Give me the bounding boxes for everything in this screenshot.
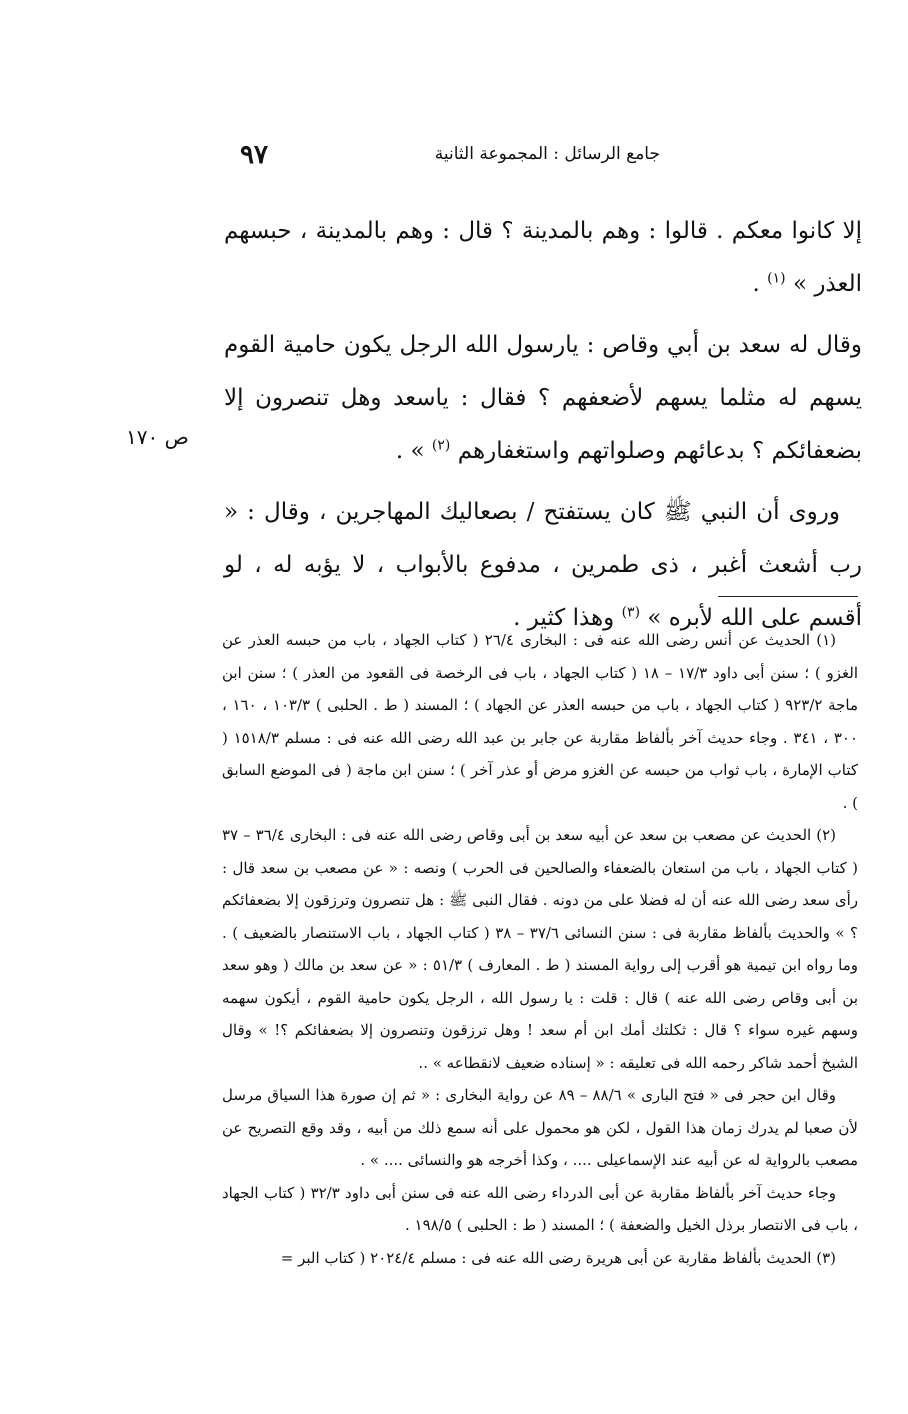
footnote-divider — [718, 596, 858, 597]
page-header — [240, 140, 660, 176]
paragraph-text: وروى أن النبي ﷺ كان يستفتح / بصعاليك المهاجرين ، وقال : « رب أشعث أغبر ، ذى طمرين ، مدفوع بالأبواب ، لا يؤبه له ، لو أقسم على الله لأبره » — [224, 499, 862, 631]
main-paragraph — [224, 205, 862, 311]
footnote-3: (٣) الحديث بألفاظ مقاربة عن أبى هريرة رضى الله عنه فى : مسلم ٢٠٢٤/٤ ( كتاب البر = — [280, 1248, 836, 1267]
paragraph-end: » . — [395, 438, 432, 464]
page-number: ٩٧ — [240, 140, 268, 170]
paragraph-end: وهذا كثير . — [513, 605, 622, 631]
paragraph-end: . — [752, 271, 768, 297]
main-text — [224, 205, 862, 645]
footnote-2-additional: وجاء حديث آخر بألفاظ مقاربة عن أبى الدرداء رضى الله عنه فى سنن أبى داود ٣٢/٣ ( كتاب الجهاد ، باب فى الانتصار برذل الخيل والضعفة ) ؛ المسند ( ط : الحلبى ) ١٩٨/٥ . — [222, 1183, 858, 1234]
footnote-2: (٢) الحديث عن مصعب بن سعد عن أبيه سعد بن أبى وقاص رضى الله عنه فى : البخارى ٣٦/٤ – ٣٧ ( كتاب الجهاد ، باب من استعان بالضعفاء والصالحين فى الحرب ) ونصه : « عن مصعب بن سعد قال : رأى سعد رضى الله عنه أن له فضلا على من دونه . فقال النبى ﷺ : هل تنصرون وترزقون إلا بضعفائكم ؟ » والحديث بألفاظ مقاربة فى : سنن النسائى ٣٧/٦ – ٣٨ ( كتاب الجهاد ، باب الاستنصار بالضعيف ) . وما رواه ابن تيمية هو أقرب إلى رواية المسند ( ط . المعارف ) ٥١/٣ : « عن سعد بن مالك ( وهو سعد بن أبى وقاص رضى الله عنه ) قال : قلت : يا رسول الله ، الرجل يكون حامية القوم ، أيكون سهمه وسهم غيره سواء ؟ قال : ثكلتك أمك ابن أم سعد ! وهل ترزقون وتنصرون إلا بضعفائكم ؟! » وقال الشيخ أحمد شاكر رحمه الله فى تعليقه : « إسناده ضعيف لانقطاعه » .. — [222, 826, 858, 1072]
paragraph-text: وقال له سعد بن أبي وقاص : يارسول الله الرجل يكون حامية القوم يسهم له مثلما يسهم لأضعفهم ؟ فقال : ياسعد وهل تنصرون إلا بضعفائكم ؟ بدعائهم وصلواتهم واستغفارهم — [224, 332, 862, 464]
footnote-1: (١) الحديث عن أنس رضى الله عنه فى : البخارى ٢٦/٤ ( كتاب الجهاد ، باب من حبسه العذر عن الغزو ) ؛ سنن أبى داود ١٧/٣ – ١٨ ( كتاب الجهاد ، باب فى الرخصة فى القعود من العذر ) ؛ سنن ابن ماجة ٩٢٣/٢ ( كتاب الجهاد ، باب من حبسه العذر عن الجهاد ) ؛ المسند ( ط . الحلبى ) ١٠٣/٣ ، ١٦٠ ، ٣٠٠ ، ٣٤١ . وجاء حديث آخر بألفاظ مقاربة عن جابر بن عبد الله رضى الله عنه فى : مسلم ١٥١٨/٣ ( كتاب الإمارة ، باب ثواب من حبسه عن الغزو مرض أو عذر آخر ) ؛ سنن ابن ماجة ( فى الموضع السابق ) . — [222, 631, 859, 812]
footnote-ref: (٣) — [621, 604, 641, 621]
main-paragraph — [224, 486, 862, 645]
footnote-ref: (١) — [767, 270, 786, 287]
main-paragraph — [224, 319, 862, 478]
margin-page-ref: ص ١٧٠ — [126, 425, 189, 449]
footnotes — [222, 624, 858, 1274]
footnote-2-continued: وقال ابن حجر فى « فتح البارى » ٨٨/٦ – ٨٩ عن رواية البخارى : « ثم إن صورة هذا السياق مرسل لأن صعبا لم يدرك زمان هذا القول ، لكن هو محمول على أنه سمع ذلك من أبيه ، وقد وقع التصريح عن مصعب بالرواية له عن أبيه عند الإسماعيلى .... ، وكذا أخرجه هو والنسائى .... » . — [222, 1086, 858, 1169]
running-title: جامع الرسائل : المجموعة الثانية — [434, 144, 660, 164]
footnote-ref: (٢) — [431, 437, 451, 454]
paragraph-text: إلا كانوا معكم . قالوا : وهم بالمدينة ؟ قال : وهم بالمدينة ، حبسهم العذر » — [224, 218, 862, 297]
